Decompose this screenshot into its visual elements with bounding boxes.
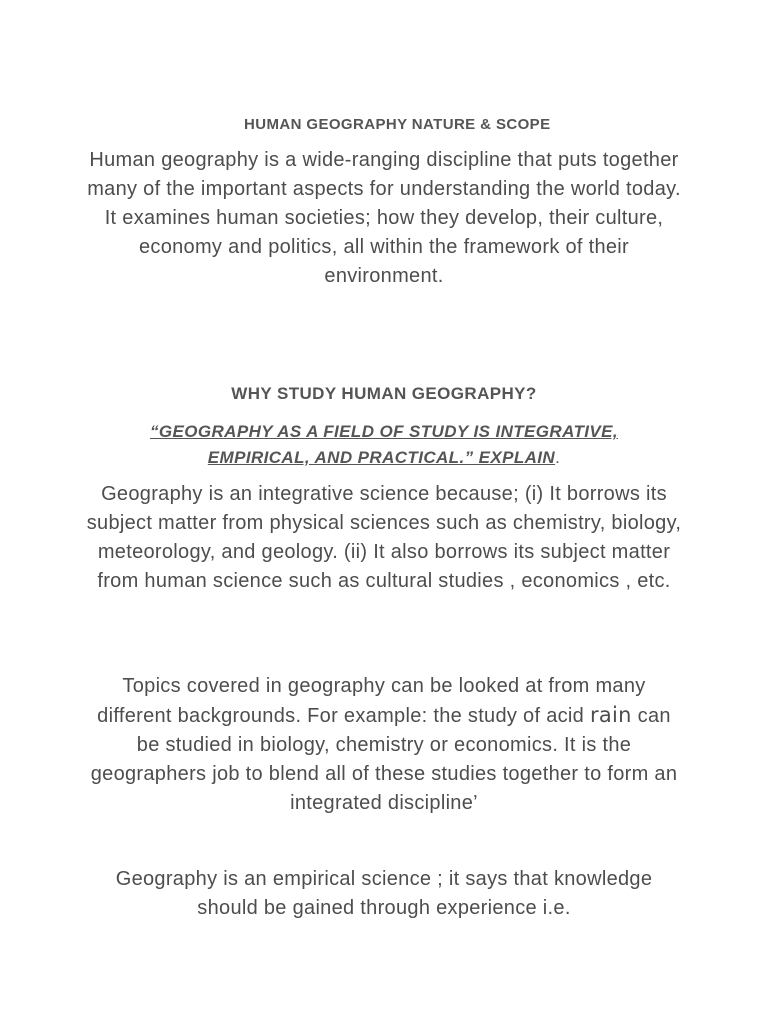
topics-paragraph-start: Topics covered in geography can be looked at from many different backgrounds. For example: the study of acid [97, 675, 646, 727]
question-line-1: “GEOGRAPHY AS A FIELD OF STUDY IS INTEGRATIVE, [149, 422, 618, 441]
document-title: HUMAN GEOGRAPHY NATURE & SCOPE [244, 116, 551, 133]
intro-paragraph: Human geography is a wide-ranging discipline that puts together many of the important aspects for understanding the world today. It examines human societies; how they develop, their culture, economy and politics, all within the framework of their environment. [87, 149, 681, 287]
question-heading [84, 419, 684, 471]
topics-paragraph-emphasis: rain [589, 703, 632, 727]
integrative-paragraph: Geography is an integrative science because; (i) It borrows its subject matter from physical sciences such as chemistry, biology, meteorology, and geology. (ii) It also borrows its subject matter from human science such as cultural studies , economics , etc. [86, 483, 682, 592]
topics-paragraph-end: can be studied in biology, chemistry or economics. It is the geographers job to blend all of these studies together to form an integrated discipline’ [90, 705, 678, 814]
section-heading: WHY STUDY HUMAN GEOGRAPHY? [231, 384, 537, 403]
question-line-2: EMPIRICAL, AND PRACTICAL.” EXPLAIN [207, 448, 556, 467]
empirical-paragraph: Geography is an empirical science ; it says that knowledge should be gained through experience i.e. [115, 868, 653, 919]
topics-paragraph [84, 672, 684, 818]
question-trailing-period: . [555, 448, 561, 467]
